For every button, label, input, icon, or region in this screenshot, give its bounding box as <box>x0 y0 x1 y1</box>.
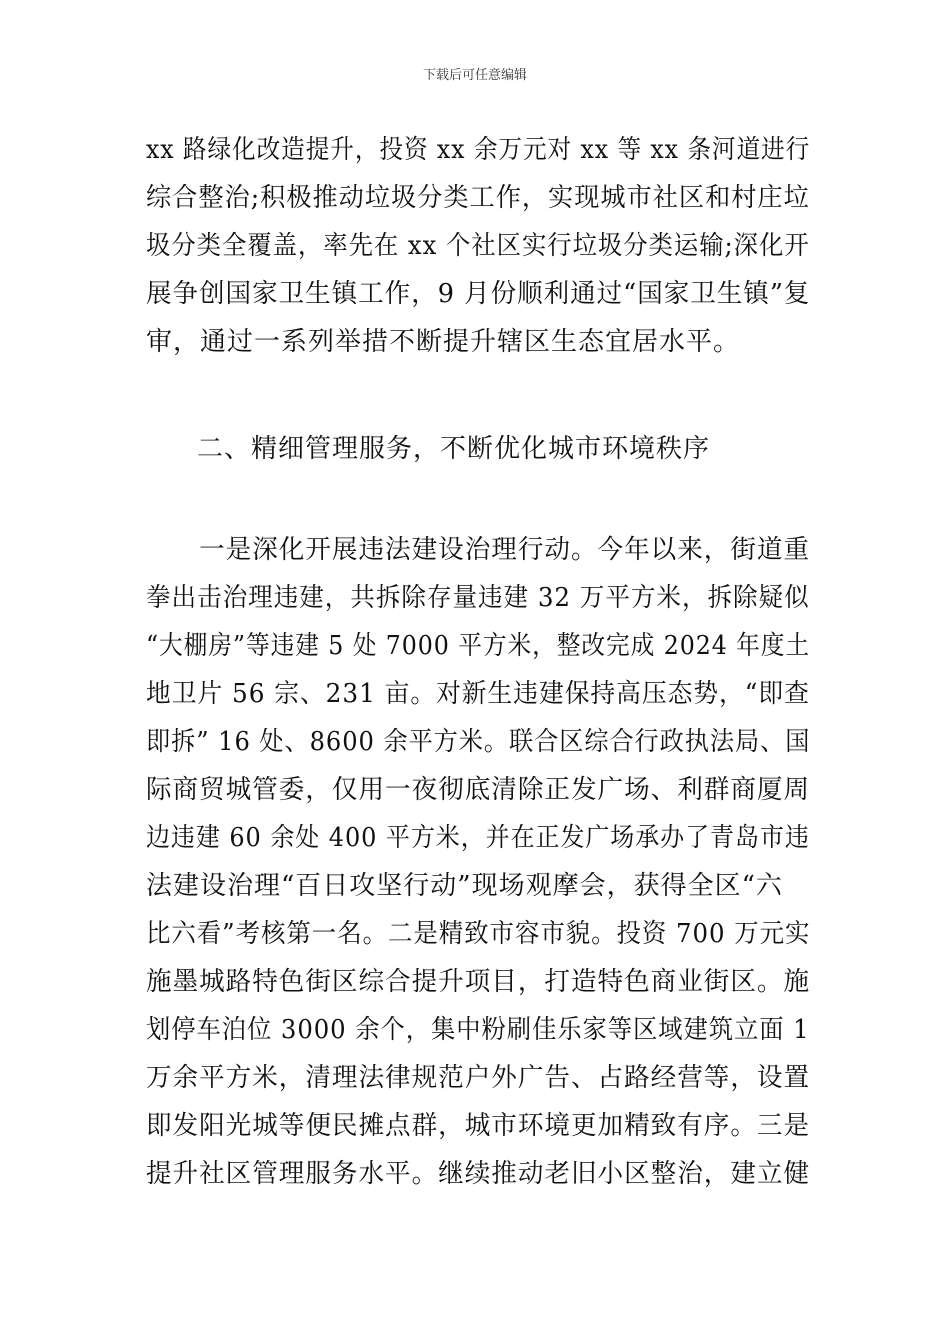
text-line: 提升社区管理服务水平。继续推动老旧小区整治，建立健 <box>146 1159 811 1189</box>
text-line: 划停车泊位 3000 余个，集中粉刷佳乐家等区域建筑立面 1 <box>146 1015 810 1045</box>
text-line: 审，通过一系列举措不断提升辖区生态宜居水平。 <box>146 327 741 357</box>
text-line: 比六看”考核第一名。二是精致市容市貌。投资 700 万元实 <box>146 919 811 949</box>
page-header: 下载后可任意编辑 <box>422 68 527 83</box>
text-line: 拳出击治理违建，共拆除存量违建 32 万平方米，拆除疑似 <box>146 583 810 613</box>
text-line: 施墨城路特色街区综合提升项目，打造特色商业街区。施 <box>146 967 811 997</box>
text-line: 法建设治理“百日攻坚行动”现场观摩会，获得全区“六 <box>146 871 783 901</box>
text-line: 边违建 60 余处 400 平方米，并在正发广场承办了青岛市违 <box>146 823 810 853</box>
text-line: 圾分类全覆盖，率先在 xx 个社区实行垃圾分类运输;深化开 <box>146 231 810 261</box>
text-line: 展争创国家卫生镇工作，9 月份顺利通过“国家卫生镇”复 <box>146 279 811 309</box>
text-line: 地卫片 56 宗、231 亩。对新生违建保持高压态势，“即查 <box>146 679 810 709</box>
text-line: 际商贸城管委，仅用一夜彻底清除正发广场、利群商厦周 <box>146 775 811 805</box>
text-line: 万余平方米，清理法律规范户外广告、占路经营等，设置 <box>146 1063 811 1093</box>
text-line: 一是深化开展违法建设治理行动。今年以来，街道重 <box>146 535 811 565</box>
section-heading: 二、精细管理服务，不断优化城市环境秩序 <box>170 434 711 464</box>
text-line: 即发阳光城等便民摊点群，城市环境更加精致有序。三是 <box>146 1111 811 1141</box>
text-line: 综合整治;积极推动垃圾分类工作，实现城市社区和村庄垃 <box>146 183 810 213</box>
text-line: xx 路绿化改造提升，投资 xx 余万元对 xx 等 xx 条河道进行 <box>146 135 811 165</box>
text-line: 即拆” 16 处、8600 余平方米。联合区综合行政执法局、国 <box>146 727 811 757</box>
text-line: “大棚房”等违建 5 处 7000 平方米，整改完成 2024 年度土 <box>146 631 811 661</box>
